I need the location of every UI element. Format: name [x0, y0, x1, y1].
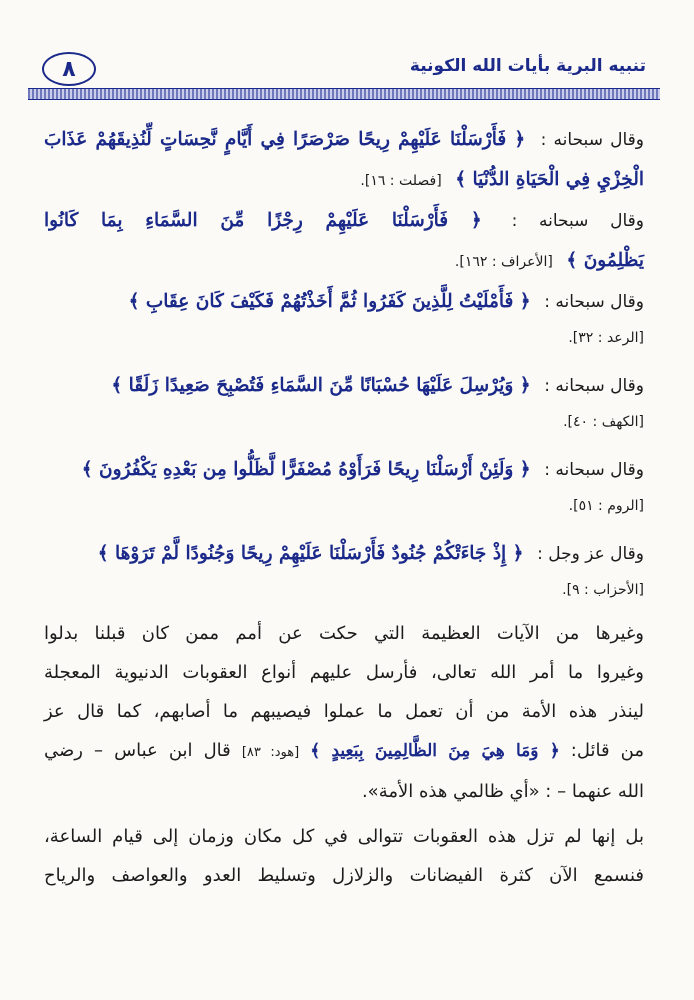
page-header [28, 52, 660, 98]
book-title: تنبيه البرية بأيات الله الكونية [409, 56, 646, 76]
verse-block-araf [44, 201, 644, 282]
verse-block-kahf [44, 366, 644, 438]
paragraph-line: بل إنها لم تزل هذه العقوبات تتوالى في كل مكان وزمان إلى قيام الساعة، [44, 826, 644, 847]
quran-verse: يَظْلِمُونَ ﴾ [566, 250, 644, 271]
verse-reference: [هود: ٨٣] [241, 745, 300, 760]
verse-reference: [الأحزاب : ٩]. [562, 582, 644, 598]
spacer [44, 438, 644, 450]
page-number: ٨ [42, 52, 96, 86]
verse-reference: [الرعد : ٣٢]. [568, 330, 644, 346]
paragraph-line: فنسمع الآن كثرة الفيضانات والزلازل وتسليط العدو والعواصف والرياح [44, 865, 644, 886]
verse-block-rum [44, 450, 644, 522]
quran-verse: ﴿ فَأَرْسَلْنَا عَلَيْهِمْ رِجْزًا مِّنَ السَّمَاءِ بِمَا كَانُوا [44, 210, 482, 231]
spacer [44, 522, 644, 534]
paragraph-line [44, 731, 644, 772]
quran-verse: ﴿ فَأَمْلَيْتُ لِلَّذِينَ كَفَرُوا ثُمَّ أَخَذْتُهُمْ فَكَيْفَ كَانَ عِقَابِ ﴾ [128, 291, 531, 312]
quran-verse: ﴿ وَمَا هِيَ مِنَ الظَّالِمِينَ بِبَعِيدٍ ﴾ [310, 741, 560, 761]
verse-line [44, 450, 644, 490]
verse-block-ahzab [44, 534, 644, 606]
verse-reference: [فصلت : ١٦]. [360, 173, 442, 189]
quran-verse: ﴿ فَأَرْسَلْنَا عَلَيْهِمْ رِيحًا صَرْصَرًا فِي أَيَّامٍ نَّحِسَاتٍ لِّنُذِيقَهُمْ عَذَابَ [44, 129, 526, 150]
paragraph-line: لينذر هذه الأمة من أن تعمل ما عملوا فيصيبهم ما أصابهم، كما قال عز [44, 701, 644, 722]
quran-verse: ﴿ وَيُرْسِلَ عَلَيْهَا حُسْبَانًا مِّنَ السَّمَاءِ فَتُصْبِحَ صَعِيدًا زَلَقًا ﴾ [111, 375, 531, 396]
header-divider [28, 88, 660, 100]
verse-intro: وقال سبحانه : [544, 460, 644, 480]
quran-verse: ﴿ وَلَئِنْ أَرْسَلْنَا رِيحًا فَرَأَوْهُ مُصْفَرًّا لَّظَلُّوا مِن بَعْدِهِ يَكْفُرُونَ ﴾ [81, 459, 531, 480]
verse-block-fussilat [44, 120, 644, 201]
paragraph-text: من قائل: [570, 740, 644, 761]
verse-line [44, 534, 644, 574]
paragraph-1 [44, 614, 644, 811]
verse-intro: وقال سبحانه : [540, 130, 644, 150]
paragraph-line: الله عنهما – : «أي ظالمي هذه الأمة». [361, 781, 644, 802]
quran-verse: الْخِزْيِ فِي الْحَيَاةِ الدُّنْيَا ﴾ [455, 169, 644, 190]
verse-reference: [الأعراف : ١٦٢]. [454, 254, 553, 270]
spacer [44, 606, 644, 614]
verse-line [44, 241, 644, 282]
verse-line [44, 160, 644, 201]
spacer [44, 354, 644, 366]
verse-line [44, 366, 644, 406]
paragraph-line: وغيروا ما أمر الله تعالى، فأرسل عليهم أنواع العقوبات الدنيوية المعجلة [44, 662, 644, 683]
verse-intro: وقال سبحانه : [511, 211, 644, 231]
paragraph-2 [44, 817, 644, 895]
paragraph-text: قال ابن عباس – رضي [44, 740, 231, 761]
verse-block-rad [44, 282, 644, 354]
verse-line [44, 201, 644, 241]
verse-reference: [الروم : ٥١]. [568, 498, 644, 514]
verse-intro: وقال عز وجل : [537, 544, 644, 564]
quran-verse: ﴿ إِذْ جَاءَتْكُمْ جُنُودٌ فَأَرْسَلْنَا عَلَيْهِمْ رِيحًا وَجُنُودًا لَّمْ تَرَوْهَا ﴾ [97, 543, 524, 564]
verse-intro: وقال سبحانه : [544, 292, 644, 312]
verse-line [44, 120, 644, 160]
verse-reference: [الكهف : ٤٠]. [563, 414, 644, 430]
page-content [44, 120, 644, 895]
verse-line [44, 282, 644, 322]
verse-intro: وقال سبحانه : [544, 376, 644, 396]
paragraph-line: وغيرها من الآيات العظيمة التي حكت عن أمم ممن كان قبلنا بدلوا [44, 623, 644, 644]
